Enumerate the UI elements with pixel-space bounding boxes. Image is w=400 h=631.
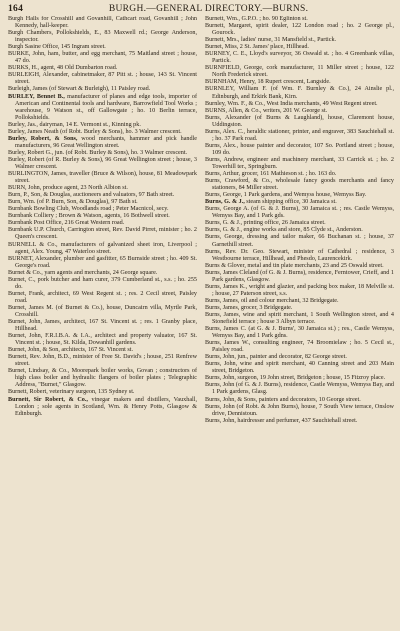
entry-text: BURNHAM, Henry, 18 Rupert crescent, Langside.: [205, 79, 331, 86]
directory-entry: [8, 270, 197, 277]
right-column: [205, 16, 394, 628]
directory-entry: [8, 16, 197, 30]
directory-entry: [205, 143, 394, 157]
entry-text: Burnbank Post Office, 216 Great Western road.: [8, 220, 125, 227]
directory-entry: [205, 65, 394, 79]
entry-text: Burns, James, grocer, 3 Bridgegate.: [205, 304, 293, 311]
directory-entry: [8, 354, 197, 368]
directory-entry: [8, 150, 197, 157]
entry-text: Burnet, John, F.R.I.B.A. & I.A., architect and property valuator, 167 St. Vincent st. ; house, St. Kilda, Dowanhill gardens.: [8, 333, 197, 347]
directory-entry: [205, 326, 394, 340]
directory-entry: [205, 220, 394, 227]
entry-text: Burns, James K., wright and glazier, and packing box maker, 18 Melville st. ; house, 27 Paterson street, s.s.: [205, 283, 394, 297]
directory-entry: [8, 72, 197, 86]
directory-entry: [8, 86, 197, 93]
directory-entry: [8, 171, 197, 185]
entry-text: Burnett, Rev. John, B.D., minister of Free St. David's ; house, 251 Renfrew street.: [8, 354, 197, 368]
directory-entry: [205, 270, 394, 284]
entry-text: BURNELL & Co., manufacturers of galvanized sheet iron, Liverpool ; agent, Alex. Young, 47 Waterloo street.: [8, 241, 197, 255]
directory-entry: [8, 397, 197, 418]
entry-text: Burns, Andrew, engineer and machinery merchant, 33 Carrick st. ; ho. 2 Towerhill ter., Springburn.: [205, 156, 394, 170]
directory-entry: [205, 249, 394, 263]
entry-text: BURKE, John, ham, butter, and egg merchant, 75 Maitland street ; house, 47 do.: [8, 51, 197, 65]
columns: [8, 16, 394, 628]
directory-entry: [205, 418, 394, 425]
entry-text: Burn, P., Son, & Douglas, auctioneers and valuators, 97 Bath street.: [8, 192, 175, 199]
directory-entry: [205, 227, 394, 234]
directory-entry: [8, 185, 197, 192]
directory-entry: [8, 44, 197, 51]
directory-entry: [8, 227, 197, 241]
entry-text: Burley, Robert G., jun. (of Robt. Burley & Sons), ho. 3 Walmer crescent.: [8, 149, 188, 156]
directory-entry: [8, 333, 197, 347]
entry-text: Burns, James W., consulting engineer, 74 Broomielaw ; ho. 5 Cecil st., Paisley road.: [205, 340, 394, 354]
entry-text: Burns, George, dressing and tailor maker, 66 Buchanan st. ; house, 37 Garnethill street.: [205, 234, 394, 248]
directory-entry: [205, 206, 394, 220]
entry-text: Burleigh, James (of Stewart & Burleigh), 11 Paisley road.: [8, 86, 151, 93]
entry-text: BURNEY, C. E., Lloyd's surveyor, 36 Oswald st. ; ho. 4 Greenbank villas, Partick.: [205, 51, 394, 65]
directory-entry: [205, 51, 394, 65]
directory-entry: [8, 368, 197, 389]
directory-entry: [8, 157, 197, 171]
directory-entry: [8, 305, 197, 319]
entry-text: Burns, John, wine and spirit merchant, 40 Canning street and 203 Main street, Bridgeton.: [205, 361, 394, 375]
entry-text: Burns, John (of G. & J. Burns), residence, Castle Wemyss, Wemyss Bay, and 1 Park gardens, Glasg.: [205, 382, 394, 396]
directory-entry: [205, 263, 394, 270]
directory-entry: [205, 397, 394, 404]
directory-entry: [8, 220, 197, 227]
entry-text: Burns, John, & Sons, painters and decorators, 10 George street.: [205, 396, 361, 403]
directory-entry: [8, 277, 197, 291]
entry-text: Burnbank U.P. Church, Carrington street, Rev. David Pirret, minister ; ho. 2 Queen's crescent.: [8, 227, 197, 241]
entry-text: Burns, Alexander (of Burns & Laughland), house, Claremont house, Uddingston.: [205, 114, 394, 128]
entry-text: vinegar makers and distillers, Vauxhall, London ; sole agents in Scotland, Wm. & Henry Potts, Glasgow & Edinburgh.: [15, 396, 197, 417]
directory-entry: [205, 305, 394, 312]
directory-entry: [205, 178, 394, 192]
entry-text: Burns, John (of Robt. & John Burns), house, 7 South View terrace, Onslow drive, Dennistoun.: [205, 403, 394, 417]
entry-text: BURLINGTON, James, traveller (Bruce & Wilson), house, 81 Meadowpark street.: [8, 171, 197, 185]
entry-text: Burns, George A. (of G. & J. Burns), 30 Jamaica st. ; res. Castle Wemyss, Wemyss Bay, and 1 Park gds.: [205, 206, 394, 220]
entry-text: Burnet, Lindsay, & Co., Moorepark boiler works, Govan ; constructors of high class boiler and hydraulic flangers of boiler plates ; Telegraphic Address, "Burnet," Glasgow.: [8, 368, 197, 389]
entry-text: manufacturer of planes and edge tools, importer of American and Continental tools and hardware, Barrowfield Tool Works ; warehouse, 9 Watson st., off Gallowgate ; ho. 10 Berlin terrace, Pollokshields.: [15, 93, 197, 121]
directory-entry: [8, 199, 197, 206]
entry-text: Burnet, James M. (of Burnet & Co.), house, Duncairn villa, Myrtle Park, Crosshill.: [8, 304, 197, 318]
entry-text: Burns, John, jun., painter and decorator, 82 George street.: [205, 354, 347, 361]
entry-text: Burnet, Miss, 2 St. James' place, Hillhead.: [205, 44, 309, 51]
entry-text: Burns, Alex., house painter and decorator, 107 So. Portland street ; house, 109 do.: [205, 142, 394, 156]
entry-text: Burn, Wm. (of P. Burn, Son, & Douglas), 97 Bath st.: [8, 199, 138, 206]
directory-entry: [205, 361, 394, 375]
entry-text: Burnett, Robert, veterinary surgeon, 135 Sydney st.: [8, 389, 135, 396]
directory-entry: [205, 284, 394, 298]
directory-entry: [205, 108, 394, 115]
directory-entry: [8, 206, 197, 213]
entry-text: Burnett, Margaret, spirit dealer, 122 London road ; ho. 2 George pl., Gourock.: [205, 23, 394, 37]
directory-entry: [8, 122, 197, 129]
entry-name: Burley, Robert, & Sons,: [8, 135, 78, 142]
directory-entry: [205, 298, 394, 305]
directory-entry: [205, 44, 394, 51]
directory-entry: [205, 234, 394, 248]
entry-text: Burns, Crawford, & Co., wholesale fancy goods merchants and fancy stationers, 84 Miller street.: [205, 178, 394, 192]
entry-text: Burns, G. & J., engine works and store, 85 Clyde st., Anderston.: [205, 227, 363, 234]
entry-text: steam shipping office, 30 Jamaica st.: [244, 199, 337, 206]
entry-text: BURNFIELD, George, cork manufacturer, 11 Miller street ; house, 122 North Frederick street.: [205, 65, 394, 79]
directory-entry: [8, 242, 197, 256]
entry-text: Burns, James C. (at G. & J. Burns', 30 Jamaica st.) ; res., Castle Wemyss, Wemyss Bay, and 1 Park gdns.: [205, 326, 394, 340]
entry-text: Burns, James Cleland (of G. & J. Burns), residence, Ferntower, Crieff, and 1 Park gardens, Glasgow.: [205, 269, 394, 283]
entry-text: Burns, James, oil and colour merchant, 32 Bridgegate.: [205, 297, 339, 304]
entry-text: Burley, Jas., dairyman, 14 E. Vermont st., Kinning pk.: [8, 121, 141, 128]
entry-text: Burnley, Wm. F., & Co., West India merchants, 49 West Regent street.: [205, 100, 378, 107]
directory-entry: [8, 94, 197, 122]
directory-entry: [8, 51, 197, 65]
directory-entry: [8, 256, 197, 270]
entry-text: Burgh Chambers, Pollokshields, E., 83 Maxwell rd.; George Anderson, inspector.: [8, 30, 197, 44]
entry-name: Burnett, Sir Robert, & Co.,: [8, 396, 88, 403]
page-title: BURGH.—GENERAL DIRECTORY.—BURNS.: [108, 4, 309, 14]
page-header: [8, 4, 394, 14]
entry-text: Burns, Rev. Dr. Geo. Stewart, minister of Cathedral ; residence, 3 Westbourne terrace, Hillhead, and Phesdo, Laurencekirk.: [205, 248, 394, 262]
entry-text: Burns, George, 1 Park gardens, and Wemyss house, Wemyss Bay.: [205, 192, 367, 199]
directory-entry: [205, 157, 394, 171]
directory-entry: [205, 354, 394, 361]
directory-entry: [8, 65, 197, 72]
directory-entry: [205, 129, 394, 143]
directory-entry: [8, 389, 197, 396]
entry-text: Burnet, C., pork butcher and ham curer, 379 Cumberland st., s.s. ; ho. 255 do.: [8, 276, 197, 290]
directory-entry: [205, 23, 394, 37]
directory-entry: [8, 319, 197, 333]
directory-entry: [205, 16, 394, 23]
directory-entry: [8, 129, 197, 136]
entry-text: Burns, James, wine and spirit merchant, 1 South Wellington street, and 4 Stonefield terrace ; house 3 Albyn terrace.: [205, 311, 394, 326]
entry-text: Burnbank Colliery ; Brown & Watson, agents, 16 Bothwell street.: [8, 213, 170, 220]
left-column: [8, 16, 197, 628]
entry-text: Burgh Sasine Office, 145 Ingram street.: [8, 44, 106, 51]
entry-text: Burley, James Neath (of Robt. Burley & Sons), ho. 3 Walmer crescent.: [8, 128, 182, 135]
page-number: 164: [8, 4, 24, 14]
directory-entry: [8, 136, 197, 150]
directory-entry: [8, 291, 197, 305]
entry-text: BURKS, H., agent, 48 Old Dumbarton road.: [8, 65, 118, 72]
entry-text: Burnet, John, James, architect, 167 St. Vincent st. ; res. 1 Granby place, Hillhead.: [8, 319, 197, 333]
entry-text: BURLEIGH, Alexander, cabinetmaker, 87 Pitt st. ; house, 143 St. Vincent street.: [8, 72, 197, 86]
directory-entry: [205, 86, 394, 100]
directory-entry: [8, 30, 197, 44]
directory-entry: [205, 101, 394, 108]
entry-text: Burnett, Wm., G.P.O. ; ho. 90 Eglinton st.: [205, 16, 308, 22]
entry-text: Burns, Alex. C., heraldic stationer, printer, and engraver, 383 Sauchiehall st. ; ho. 37 Park road.: [205, 128, 394, 142]
directory-entry: [205, 312, 394, 326]
entry-text: Burnbank Bowling Club, Woodlands road ; Peter Macnicol, secy.: [8, 206, 169, 213]
entry-text: Burgh Halls for Crosshill and Govanhill, Cathcart road, Govanhill ; John Kennedy, hall-keeper.: [8, 16, 197, 30]
entry-text: Burns & Glover, metal and tin plate merchants, 23 and 25 Oswald street.: [205, 262, 384, 269]
entry-text: Burns, John, surgeon, 19 John street, Bridgeton ; house, 15 Fitzroy place.: [205, 375, 386, 382]
directory-entry: [205, 340, 394, 354]
entry-text: BURNET, Alexander, plumber and gasfitter, 65 Burnside street ; ho. 409 St. George's road.: [8, 255, 197, 269]
directory-entry: [205, 37, 394, 44]
entry-text: Burnet, Frank, architect, 69 West Regent st. ; res. 2 Cecil street, Paisley road.: [8, 290, 197, 304]
entry-text: Burns, G. & J., printing office, 26 Jamaica street.: [205, 220, 326, 227]
directory-entry: [205, 382, 394, 396]
entry-text: BURN, John, produce agent, 23 North Albion st.: [8, 185, 128, 192]
directory-entry: [205, 404, 394, 418]
entry-text: BURNLEY, William F. (of Wm. F. Burnley & Co.), 24 Ainslie pl., Edinburgh, and Erkirk Bank, Kirn.: [205, 86, 394, 100]
entry-text: Burley, Robert (of R. Burley & Sons), 96 Great Wellington street ; house, 3 Walmer crescent.: [8, 156, 197, 170]
directory-entry: [205, 115, 394, 129]
entry-name: Burns, G. & J.,: [205, 199, 245, 206]
entry-text: Burns, John, hairdresser and perfumer, 437 Sauchiehall street.: [205, 417, 358, 424]
entry-text: Burnet, John, & Son, architects, 167 St. Vincent st.: [8, 347, 134, 354]
entry-text: Burnett, Mrs., ladies' nurse, 31 Mansfield st., Partick.: [205, 37, 337, 44]
entry-text: Burns, Arthur, grocer, 161 Mathieson st. ; ho. 163 do.: [205, 171, 337, 178]
entry-text: Burnet & Co., yarn agents and merchants, 24 George square.: [8, 269, 158, 276]
entry-text: wood merchants, hammer and pick handle manufacturers, 96 Great Wellington street.: [15, 135, 197, 149]
entry-name: BURLEY, Bennet B.,: [8, 93, 65, 100]
entry-text: BURNS, Allen, & Co., writers, 201 W. George st.: [205, 107, 328, 114]
